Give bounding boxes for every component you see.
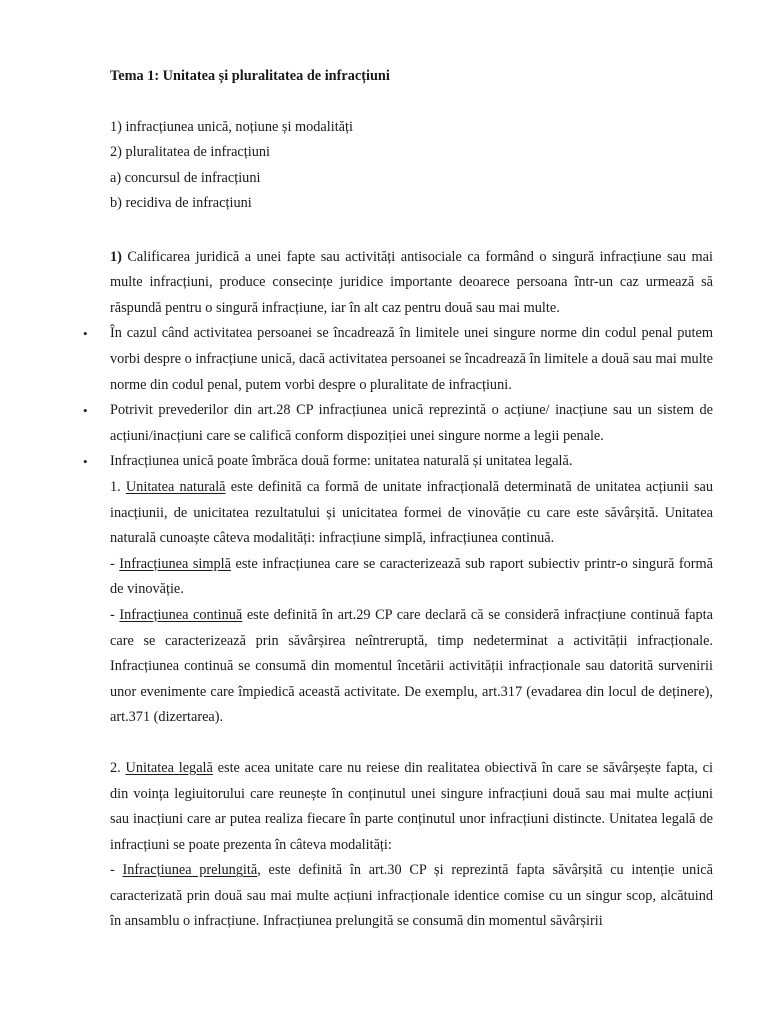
term-legal-unity: Unitatea legală (125, 759, 213, 776)
bullet-icon: • (83, 403, 88, 419)
continuous-offense-text: este definită în art.29 CP care declară că se consideră infracțiune continuă fapta care se caracterizează prin săvârșirea neîntreruptă, timp nedeterminat a activității infracționale. Infracțiunea continuă se consumă din momentul încetării activității infracționale sau datorită survenirii unor evenimente care împiedică această activitate. De exemplu, art.317 (evadarea din locul de deținere), art.371 (dizertarea). (110, 606, 713, 726)
legal-unity-paragraph (110, 756, 713, 858)
item-prefix: - (110, 606, 120, 623)
simple-offense-paragraph (110, 552, 713, 603)
topic-item: b) recidiva de infracțiuni (110, 195, 252, 212)
term-natural-unity: Unitatea naturală (125, 478, 226, 495)
document-title: Tema 1: Unitatea și pluralitatea de infracțiuni (110, 68, 390, 84)
legal-unity-text: este acea unitate care nu reiese din realitatea obiectivă în care se săvârșește fapta, ci din voința legiuitorului care reunește în conținutul unei singure infracțiuni două sau mai multe acțiuni sau inacțiuni care ar putea realiza fiecare în parte conținutul unor infracțiuni distincte. Unitatea legală de infracțiuni se poate prezenta în câteva modalități: (110, 759, 713, 853)
bullet-icon: • (83, 326, 88, 342)
bullet-text: Infracțiunea unică poate îmbrăca două forme: unitatea naturală și unitatea legală. (110, 453, 573, 470)
bullet-text: Potrivit prevederilor din art.28 CP infracțiunea unică reprezintă o acțiune/ inacțiune sau un sistem de acțiuni/inacțiuni care se califică conform dispoziției unei singure norme a legii penale. (110, 402, 713, 444)
item-prefix: - (110, 555, 120, 572)
topic-item: a) concursul de infracțiuni (110, 169, 261, 186)
topic-item: 2) pluralitatea de infracțiuni (110, 144, 270, 161)
term-prolonged-offense: Infracțiunea prelungită (122, 862, 258, 879)
bullet-item (83, 321, 713, 398)
bullet-icon: • (83, 454, 88, 470)
bullet-list (83, 321, 713, 475)
natural-unity-text: este definită ca formă de unitate infracțională determinată de unitatea acțiunii sau inacțiunii, de unicitatea rezultatului și unicitatea formei de vinovăție cu care este săvârșită. Unitatea naturală cunoaște câteva modalități: infracțiune simplă, infracțiunea continuă. (110, 478, 714, 547)
prolonged-offense-paragraph (110, 858, 713, 935)
item-prefix: 2. (110, 759, 126, 776)
bullet-item (83, 398, 713, 449)
bullet-text: În cazul când activitatea persoanei se încadrează în limitele unei singure norme din codul penal putem vorbi despre o infracțiune unică, dacă activitatea persoanei se încadrează în limitele a două sau mai multe norme din codul penal, putem vorbi despre o pluralitate de infracțiuni. (110, 325, 713, 393)
intro-text: Calificarea juridică a unei fapte sau activități antisociale ca formând o singură infracțiune sau mai multe infracțiuni, produce consecințe juridice importante deoarece persoana într-un caz urmează să răspundă pentru o singură infracțiune, iar în alt caz pentru două sau mai multe. (110, 248, 713, 316)
document-body (83, 66, 714, 935)
section-number: 1) (110, 248, 122, 265)
topic-item: 1) infracțiunea unică, noțiune și modalități (110, 119, 353, 135)
topic-list (110, 115, 713, 217)
term-continuous-offense: Infracțiunea continuă (119, 606, 243, 623)
continuous-offense-paragraph (110, 603, 713, 731)
prolonged-offense-text: , este definită în art.30 CP și reprezintă fapta săvârșită cu intenție unică caracterizată prin două sau mai multe acțiuni infracționale identice comise cu un singur scop, alcătuind în ansamblu o infracțiune. Infracțiunea prelungită se consumă din momentul săvârșirii (110, 862, 713, 930)
term-simple-offense: Infracțiunea simplă (119, 555, 231, 572)
intro-paragraph (110, 245, 713, 322)
simple-offense-text: este infracțiunea care se caracterizează sub raport subiectiv printr-o singură formă de vinovăție. (110, 555, 713, 598)
bullet-item (83, 449, 713, 475)
item-prefix: 1. (110, 478, 126, 495)
item-prefix: - (110, 862, 123, 879)
natural-unity-paragraph (110, 475, 713, 552)
